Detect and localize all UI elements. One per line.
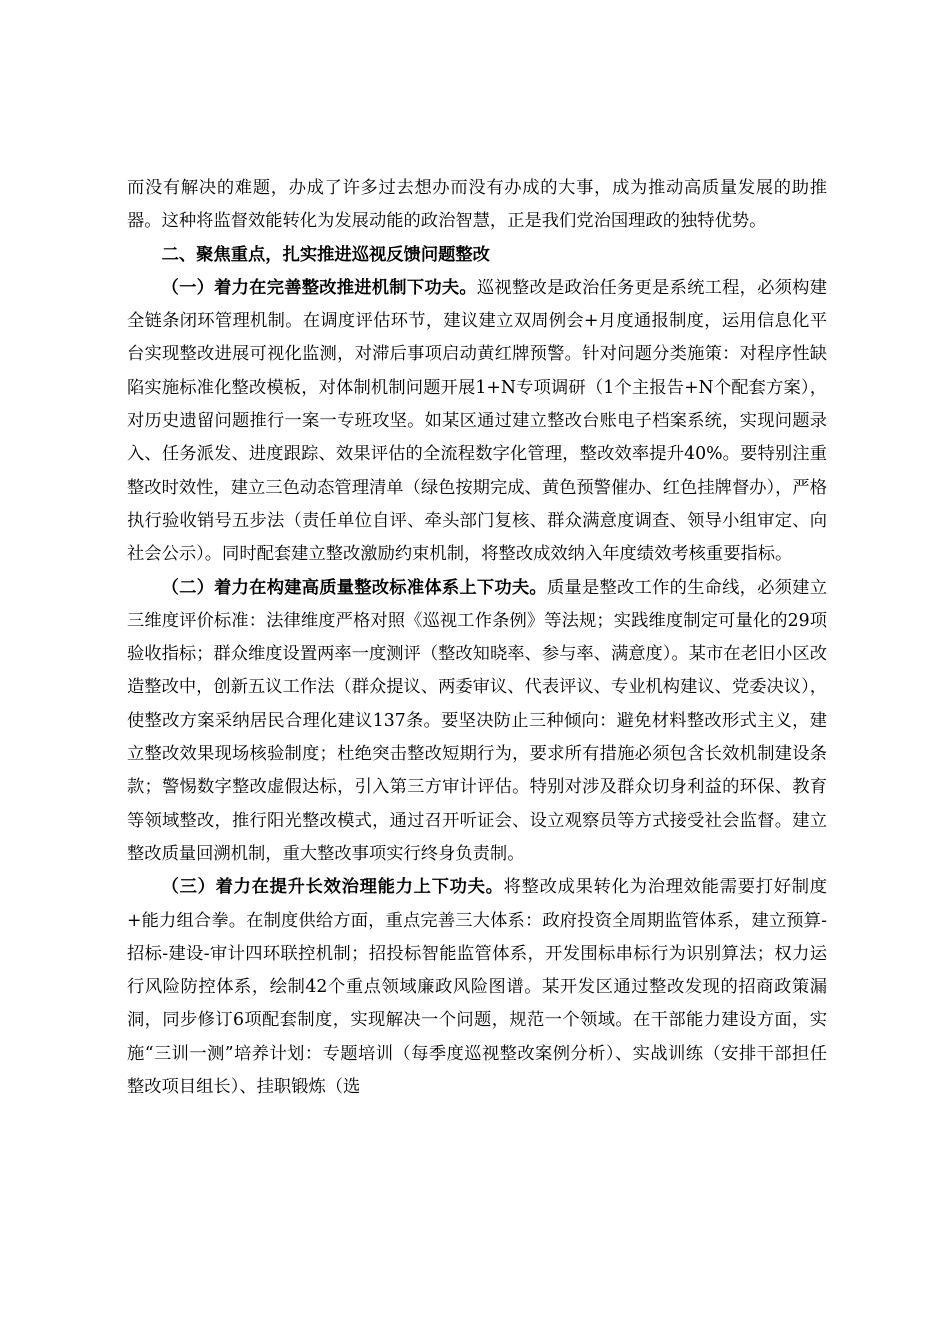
section-heading: 二、聚焦重点，扎实推进巡视反馈问题整改 <box>161 244 490 265</box>
paragraph-3 <box>127 871 827 1104</box>
paragraph-1-lead: （一）着力在完善整改推进机制下功夫。 <box>161 277 477 298</box>
paragraph-1-body: 巡视整改是政治任务更是系统工程，必须构建全链条闭环管理机制。在调度评估环节，建议建立双周例会+月度通报制度，运用信息化平台实现整改进展可视化监测，对滞后事项启动黄红牌预警。针对问题分类施策：对程序性缺陷实施标准化整改模板，对体制机制问题开展1+N专项调研（1个主报告+N个配套方案），对历史遗留问题推行一案一专班攻坚。如某区通过建立整改台账电子档案系统，实现问题录入、任务派发、进度跟踪、效果评估的全流程数字化管理，整改效率提升40%。要特别注重整改时效性，建立三色动态管理清单（绿色按期完成、黄色预警催办、红色挂牌督办），严格执行验收销号五步法（责任单位自评、牵头部门复核、群众满意度调查、领导小组审定、向社会公示）。同时配套建立整改激励约束机制，将整改成效纳入年度绩效考核重要指标。 <box>127 277 827 565</box>
paragraph-1 <box>127 272 827 572</box>
document-page <box>127 172 827 1104</box>
paragraph-2-body: 质量是整改工作的生命线，必须建立三维度评价标准：法律维度严格对照《巡视工作条例》等法规；实践维度制定可量化的29项验收指标；群众维度设置两率一度测评（整改知晓率、参与率、满意度）。某市在老旧小区改造整改中，创新五议工作法（群众提议、两委审议、代表评议、专业机构建议、党委决议），使整改方案采纳居民合理化建议137条。要坚决防止三种倾向：避免材料整改形式主义，建立整改效果现场核验制度；杜绝突击整改短期行为，要求所有措施必须包含长效机制建设条款；警惕数字整改虚假达标，引入第三方审计评估。特别对涉及群众切身利益的环保、教育等领域整改，推行阳光整改模式，通过召开听证会、设立观察员等方式接受社会监督。建立整改质量回溯机制，重大整改事项实行终身负责制。 <box>127 577 827 864</box>
continuation-paragraph: 而没有解决的难题，办成了许多过去想办而没有办成的大事，成为推动高质量发展的助推器。这种将监督效能转化为发展动能的政治智慧，正是我们党治国理政的独特优势。 <box>127 178 827 232</box>
paragraph-3-body: 将整改成果转化为治理效能需要打好制度+能力组合拳。在制度供给方面，重点完善三大体系：政府投资全周期监管体系，建立预算-招标-建设-审计四环联控机制；招投标智能监管体系，开发围标串标行为识别算法；权力运行风险防控体系，绘制42个重点领域廉政风险图谱。某开发区通过整改发现的招商政策漏洞，同步修订6项配套制度，实现解决一个问题，规范一个领域。在干部能力建设方面，实施“三训一测”培养计划：专题培训（每季度巡视整改案例分析）、实战训练（安排干部担任整改项目组长）、挂职锻炼（选 <box>127 877 827 1098</box>
paragraph-2 <box>127 572 827 872</box>
paragraph-2-lead: （二）着力在构建高质量整改标准体系上下功夫。 <box>161 577 547 598</box>
paragraph-3-lead: （三）着力在提升长效治理能力上下功夫。 <box>161 877 504 898</box>
